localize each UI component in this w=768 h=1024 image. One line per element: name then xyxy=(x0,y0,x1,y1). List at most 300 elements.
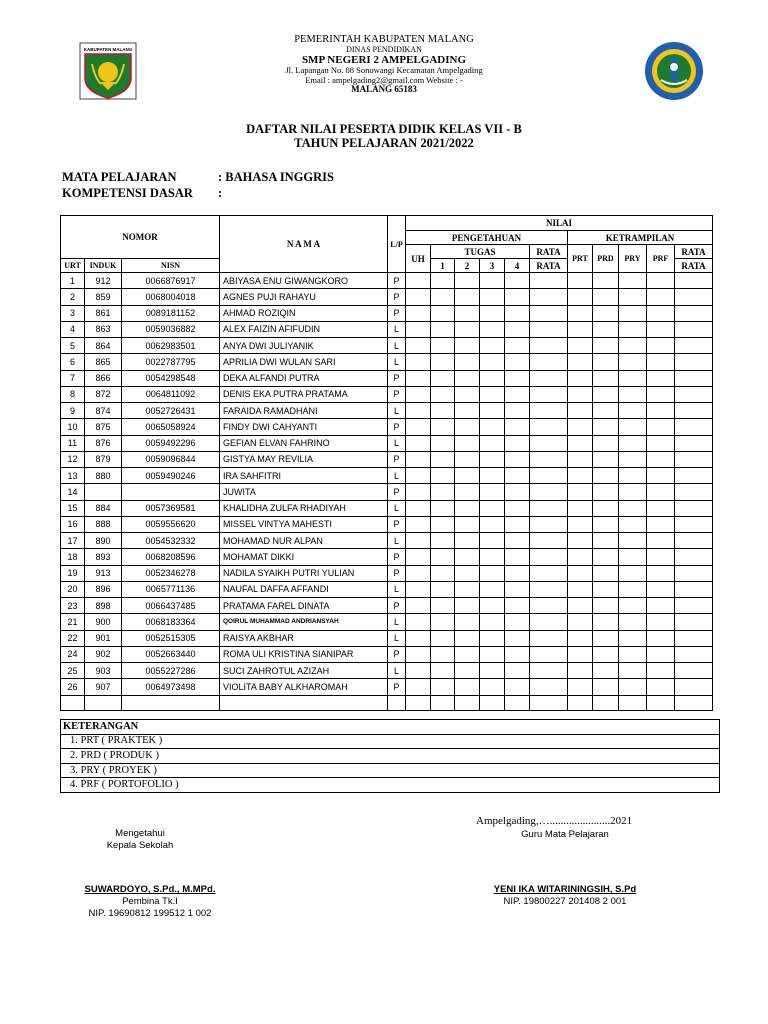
grade-cell[interactable] xyxy=(480,516,505,532)
grade-cell[interactable] xyxy=(406,321,431,337)
grade-cell[interactable] xyxy=(675,614,713,630)
grade-cell[interactable] xyxy=(480,646,505,662)
grade-cell[interactable] xyxy=(530,435,568,451)
grade-cell[interactable] xyxy=(593,370,619,386)
grade-cell[interactable] xyxy=(406,370,431,386)
grade-cell[interactable] xyxy=(455,403,480,419)
grade-cell[interactable] xyxy=(505,468,530,484)
grade-cell[interactable] xyxy=(505,500,530,516)
grade-cell[interactable] xyxy=(675,646,713,662)
grade-cell[interactable] xyxy=(647,289,675,305)
grade-cell[interactable] xyxy=(530,386,568,402)
row-lp: L xyxy=(388,630,406,646)
grade-cell[interactable] xyxy=(406,565,431,581)
grade-cell[interactable] xyxy=(619,354,647,370)
grade-cell[interactable] xyxy=(675,533,713,549)
grade-cell[interactable] xyxy=(455,516,480,532)
grade-cell[interactable] xyxy=(455,468,480,484)
grade-cell[interactable] xyxy=(568,403,593,419)
grade-cell[interactable] xyxy=(675,370,713,386)
grade-cell[interactable] xyxy=(530,679,568,695)
grade-cell[interactable] xyxy=(619,451,647,467)
grade-cell[interactable] xyxy=(505,305,530,321)
grade-cell[interactable] xyxy=(568,435,593,451)
grade-cell[interactable] xyxy=(455,598,480,614)
grade-cell[interactable] xyxy=(455,484,480,500)
grade-cell[interactable] xyxy=(593,451,619,467)
grade-cell[interactable] xyxy=(647,468,675,484)
grade-cell[interactable] xyxy=(647,679,675,695)
grade-cell[interactable] xyxy=(647,435,675,451)
grade-cell[interactable] xyxy=(431,289,455,305)
grade-cell[interactable] xyxy=(431,630,455,646)
grade-cell[interactable] xyxy=(455,370,480,386)
grade-cell[interactable] xyxy=(675,516,713,532)
grade-cell[interactable] xyxy=(619,549,647,565)
grade-cell[interactable] xyxy=(406,679,431,695)
grade-cell[interactable] xyxy=(568,451,593,467)
grade-cell[interactable] xyxy=(455,305,480,321)
grade-cell[interactable] xyxy=(455,533,480,549)
grade-cell[interactable] xyxy=(568,614,593,630)
grade-cell[interactable] xyxy=(480,321,505,337)
grade-cell[interactable] xyxy=(480,484,505,500)
grade-cell[interactable] xyxy=(455,565,480,581)
grade-cell[interactable] xyxy=(406,305,431,321)
grade-cell[interactable] xyxy=(480,565,505,581)
grade-cell[interactable] xyxy=(568,354,593,370)
grade-cell[interactable] xyxy=(619,598,647,614)
grade-cell[interactable] xyxy=(480,305,505,321)
grade-cell[interactable] xyxy=(593,273,619,289)
grade-cell[interactable] xyxy=(647,484,675,500)
grade-cell[interactable] xyxy=(647,321,675,337)
grade-cell[interactable] xyxy=(619,646,647,662)
grade-cell[interactable] xyxy=(505,419,530,435)
grade-cell[interactable] xyxy=(593,338,619,354)
grade-cell[interactable] xyxy=(455,500,480,516)
grade-cell[interactable] xyxy=(505,565,530,581)
grade-cell[interactable] xyxy=(406,581,431,597)
grade-cell[interactable] xyxy=(406,598,431,614)
grade-cell[interactable] xyxy=(647,533,675,549)
grade-cell[interactable] xyxy=(505,581,530,597)
grade-cell[interactable] xyxy=(480,435,505,451)
grade-cell[interactable] xyxy=(593,321,619,337)
grade-cell[interactable] xyxy=(647,338,675,354)
grade-cell[interactable] xyxy=(647,630,675,646)
grade-cell[interactable] xyxy=(619,305,647,321)
grade-cell[interactable] xyxy=(480,500,505,516)
grade-cell[interactable] xyxy=(675,354,713,370)
grade-cell[interactable] xyxy=(593,419,619,435)
grade-cell[interactable] xyxy=(431,679,455,695)
grade-cell[interactable] xyxy=(505,370,530,386)
grade-cell[interactable] xyxy=(406,435,431,451)
grade-cell[interactable] xyxy=(406,403,431,419)
grade-cell[interactable] xyxy=(455,321,480,337)
grade-cell[interactable] xyxy=(647,598,675,614)
grade-cell[interactable] xyxy=(619,581,647,597)
grade-cell[interactable] xyxy=(619,565,647,581)
grade-cell[interactable] xyxy=(431,533,455,549)
grade-cell[interactable] xyxy=(505,679,530,695)
grade-cell[interactable] xyxy=(593,614,619,630)
grade-cell[interactable] xyxy=(406,614,431,630)
grade-cell[interactable] xyxy=(480,273,505,289)
grade-cell[interactable] xyxy=(480,403,505,419)
grade-cell[interactable] xyxy=(431,646,455,662)
grade-cell[interactable] xyxy=(480,663,505,679)
row-name: APRILIA DWI WULAN SARI xyxy=(220,354,388,370)
grade-cell[interactable] xyxy=(406,354,431,370)
grade-cell[interactable] xyxy=(568,273,593,289)
grade-cell[interactable] xyxy=(431,370,455,386)
grade-cell[interactable] xyxy=(480,419,505,435)
grade-cell[interactable] xyxy=(675,321,713,337)
grade-cell[interactable] xyxy=(593,468,619,484)
grade-cell[interactable] xyxy=(530,516,568,532)
grade-cell[interactable] xyxy=(505,435,530,451)
grade-cell[interactable] xyxy=(455,581,480,597)
grade-cell[interactable] xyxy=(406,419,431,435)
grade-cell[interactable] xyxy=(431,321,455,337)
grade-cell[interactable] xyxy=(568,419,593,435)
grade-cell[interactable] xyxy=(568,646,593,662)
grade-cell[interactable] xyxy=(675,403,713,419)
grade-cell[interactable] xyxy=(568,663,593,679)
grade-cell[interactable] xyxy=(593,549,619,565)
grade-cell[interactable] xyxy=(406,646,431,662)
grade-cell[interactable] xyxy=(455,646,480,662)
grade-cell[interactable] xyxy=(593,386,619,402)
grade-cell[interactable] xyxy=(619,403,647,419)
grade-cell[interactable] xyxy=(406,484,431,500)
grade-cell[interactable] xyxy=(647,516,675,532)
grade-cell[interactable] xyxy=(455,419,480,435)
grade-cell[interactable] xyxy=(530,581,568,597)
grade-cell[interactable] xyxy=(406,289,431,305)
grade-cell[interactable] xyxy=(675,338,713,354)
grade-cell[interactable] xyxy=(568,598,593,614)
grade-cell[interactable] xyxy=(530,305,568,321)
grade-cell[interactable] xyxy=(455,338,480,354)
grade-cell[interactable] xyxy=(455,630,480,646)
grade-cell[interactable] xyxy=(619,533,647,549)
grade-cell[interactable] xyxy=(568,630,593,646)
grade-cell[interactable] xyxy=(505,354,530,370)
grade-cell[interactable] xyxy=(647,549,675,565)
grade-cell[interactable] xyxy=(431,500,455,516)
grade-cell[interactable] xyxy=(455,435,480,451)
grade-cell[interactable] xyxy=(593,403,619,419)
grade-cell[interactable] xyxy=(675,549,713,565)
grade-cell[interactable] xyxy=(530,468,568,484)
grade-cell[interactable] xyxy=(568,321,593,337)
grade-cell[interactable] xyxy=(406,386,431,402)
grade-cell[interactable] xyxy=(530,484,568,500)
grade-cell[interactable] xyxy=(675,581,713,597)
grade-cell[interactable] xyxy=(480,451,505,467)
grade-cell[interactable] xyxy=(619,614,647,630)
grade-cell[interactable] xyxy=(568,533,593,549)
grade-cell[interactable] xyxy=(675,435,713,451)
grade-cell[interactable] xyxy=(647,451,675,467)
grade-cell[interactable] xyxy=(593,435,619,451)
grade-cell[interactable] xyxy=(455,451,480,467)
row-urt: 5 xyxy=(61,338,85,354)
grade-cell[interactable] xyxy=(505,386,530,402)
grade-cell[interactable] xyxy=(568,338,593,354)
grade-cell[interactable] xyxy=(619,419,647,435)
grade-cell[interactable] xyxy=(593,663,619,679)
grade-cell[interactable] xyxy=(619,386,647,402)
grade-cell[interactable] xyxy=(530,289,568,305)
grade-cell[interactable] xyxy=(431,273,455,289)
table-row xyxy=(61,516,713,532)
grade-cell[interactable] xyxy=(675,500,713,516)
grade-cell[interactable] xyxy=(530,370,568,386)
grade-cell[interactable] xyxy=(505,338,530,354)
grade-cell[interactable] xyxy=(647,663,675,679)
grade-cell[interactable] xyxy=(505,321,530,337)
grade-cell[interactable] xyxy=(647,370,675,386)
grade-cell[interactable] xyxy=(647,500,675,516)
grade-cell[interactable] xyxy=(455,663,480,679)
grade-cell[interactable] xyxy=(431,484,455,500)
grade-cell[interactable] xyxy=(455,386,480,402)
grade-cell[interactable] xyxy=(593,305,619,321)
grade-cell[interactable] xyxy=(530,321,568,337)
grade-cell[interactable] xyxy=(568,386,593,402)
grade-cell[interactable] xyxy=(431,305,455,321)
grade-cell[interactable] xyxy=(530,598,568,614)
grade-cell[interactable] xyxy=(431,581,455,597)
grade-cell[interactable] xyxy=(619,370,647,386)
grade-cell[interactable] xyxy=(568,549,593,565)
grade-cell[interactable] xyxy=(480,338,505,354)
grade-cell[interactable] xyxy=(647,305,675,321)
row-nisn: 0052663440 xyxy=(122,646,220,662)
grade-cell[interactable] xyxy=(431,435,455,451)
grade-cell[interactable] xyxy=(647,581,675,597)
grade-cell[interactable] xyxy=(619,338,647,354)
grade-cell[interactable] xyxy=(406,500,431,516)
grade-cell[interactable] xyxy=(431,338,455,354)
grade-cell[interactable] xyxy=(530,565,568,581)
grade-cell[interactable] xyxy=(619,321,647,337)
grade-cell[interactable] xyxy=(431,565,455,581)
grade-cell[interactable] xyxy=(530,273,568,289)
grade-cell[interactable] xyxy=(647,419,675,435)
grade-cell[interactable] xyxy=(406,663,431,679)
teacher-name: YENI IKA WITARININGSIH, S.Pd xyxy=(493,884,637,895)
grade-cell[interactable] xyxy=(406,451,431,467)
grade-cell[interactable] xyxy=(480,581,505,597)
grade-cell[interactable] xyxy=(593,516,619,532)
grade-cell[interactable] xyxy=(675,484,713,500)
grade-cell[interactable] xyxy=(480,679,505,695)
grade-cell[interactable] xyxy=(505,646,530,662)
grade-cell[interactable] xyxy=(530,354,568,370)
grade-cell[interactable] xyxy=(431,468,455,484)
header-lp: L/P xyxy=(388,216,406,273)
grade-cell[interactable] xyxy=(505,484,530,500)
blank-cell xyxy=(593,695,619,710)
grade-cell[interactable] xyxy=(530,533,568,549)
grade-cell[interactable] xyxy=(530,646,568,662)
grade-cell[interactable] xyxy=(593,630,619,646)
grade-cell[interactable] xyxy=(568,500,593,516)
grade-cell[interactable] xyxy=(431,663,455,679)
grade-cell[interactable] xyxy=(568,468,593,484)
grade-cell[interactable] xyxy=(530,630,568,646)
grade-cell[interactable] xyxy=(619,468,647,484)
grade-cell[interactable] xyxy=(431,354,455,370)
grade-cell[interactable] xyxy=(675,663,713,679)
grade-cell[interactable] xyxy=(530,451,568,467)
grade-cell[interactable] xyxy=(406,630,431,646)
grade-cell[interactable] xyxy=(568,370,593,386)
grade-cell[interactable] xyxy=(480,533,505,549)
grade-cell[interactable] xyxy=(647,646,675,662)
grade-cell[interactable] xyxy=(530,614,568,630)
grade-cell[interactable] xyxy=(431,386,455,402)
grade-cell[interactable] xyxy=(619,500,647,516)
grade-cell[interactable] xyxy=(647,386,675,402)
grade-cell[interactable] xyxy=(619,663,647,679)
grade-cell[interactable] xyxy=(593,533,619,549)
grade-cell[interactable] xyxy=(530,663,568,679)
grade-cell[interactable] xyxy=(406,338,431,354)
grade-cell[interactable] xyxy=(505,289,530,305)
grade-cell[interactable] xyxy=(619,435,647,451)
grade-cell[interactable] xyxy=(647,273,675,289)
grade-cell[interactable] xyxy=(480,354,505,370)
grade-cell[interactable] xyxy=(480,468,505,484)
grade-cell[interactable] xyxy=(619,289,647,305)
grade-cell[interactable] xyxy=(455,614,480,630)
grade-cell[interactable] xyxy=(647,403,675,419)
grade-cell[interactable] xyxy=(675,598,713,614)
grade-cell[interactable] xyxy=(530,338,568,354)
grade-cell[interactable] xyxy=(431,598,455,614)
grade-cell[interactable] xyxy=(568,679,593,695)
grade-cell[interactable] xyxy=(593,581,619,597)
grade-cell[interactable] xyxy=(593,289,619,305)
grade-cell[interactable] xyxy=(505,598,530,614)
grade-cell[interactable] xyxy=(455,273,480,289)
grade-cell[interactable] xyxy=(530,403,568,419)
grade-cell[interactable] xyxy=(455,354,480,370)
grade-cell[interactable] xyxy=(675,289,713,305)
grade-cell[interactable] xyxy=(406,468,431,484)
grade-cell[interactable] xyxy=(406,549,431,565)
grade-cell[interactable] xyxy=(431,403,455,419)
grade-cell[interactable] xyxy=(675,419,713,435)
grade-cell[interactable] xyxy=(593,565,619,581)
grade-cell[interactable] xyxy=(505,614,530,630)
grade-cell[interactable] xyxy=(568,484,593,500)
grade-cell[interactable] xyxy=(505,451,530,467)
grade-cell[interactable] xyxy=(675,386,713,402)
grade-cell[interactable] xyxy=(455,549,480,565)
grade-cell[interactable] xyxy=(480,386,505,402)
row-urt: 21 xyxy=(61,614,85,630)
grade-cell[interactable] xyxy=(431,549,455,565)
grade-cell[interactable] xyxy=(505,403,530,419)
grade-cell[interactable] xyxy=(406,273,431,289)
grade-cell[interactable] xyxy=(431,516,455,532)
grade-cell[interactable] xyxy=(455,289,480,305)
grade-cell[interactable] xyxy=(675,451,713,467)
grade-cell[interactable] xyxy=(568,305,593,321)
grade-cell[interactable] xyxy=(675,679,713,695)
grade-cell[interactable] xyxy=(568,581,593,597)
grade-cell[interactable] xyxy=(593,679,619,695)
grade-cell[interactable] xyxy=(647,565,675,581)
grade-cell[interactable] xyxy=(619,679,647,695)
grade-cell[interactable] xyxy=(593,484,619,500)
grade-cell[interactable] xyxy=(647,614,675,630)
grade-cell[interactable] xyxy=(505,549,530,565)
grade-cell[interactable] xyxy=(675,630,713,646)
teacher-role: Guru Mata Pelajaran xyxy=(521,829,609,840)
grade-cell[interactable] xyxy=(431,419,455,435)
grade-cell[interactable] xyxy=(675,273,713,289)
grade-cell[interactable] xyxy=(619,273,647,289)
table-row xyxy=(61,663,713,679)
grade-cell[interactable] xyxy=(406,516,431,532)
grade-cell[interactable] xyxy=(455,679,480,695)
grade-cell[interactable] xyxy=(505,516,530,532)
grade-cell[interactable] xyxy=(675,468,713,484)
grade-cell[interactable] xyxy=(568,289,593,305)
grade-cell[interactable] xyxy=(505,663,530,679)
grade-cell[interactable] xyxy=(675,565,713,581)
grade-cell[interactable] xyxy=(593,598,619,614)
grade-cell[interactable] xyxy=(568,565,593,581)
grade-cell[interactable] xyxy=(480,630,505,646)
grade-cell[interactable] xyxy=(431,614,455,630)
grade-cell[interactable] xyxy=(505,273,530,289)
grade-cell[interactable] xyxy=(406,533,431,549)
grade-cell[interactable] xyxy=(619,630,647,646)
grade-cell[interactable] xyxy=(505,533,530,549)
grade-cell[interactable] xyxy=(480,549,505,565)
grade-cell[interactable] xyxy=(619,516,647,532)
blank-cell xyxy=(480,695,505,710)
grade-cell[interactable] xyxy=(593,354,619,370)
grade-cell[interactable] xyxy=(480,598,505,614)
grade-cell[interactable] xyxy=(480,614,505,630)
grade-cell[interactable] xyxy=(593,500,619,516)
grade-cell[interactable] xyxy=(480,289,505,305)
grade-cell[interactable] xyxy=(619,484,647,500)
row-lp: P xyxy=(388,679,406,695)
grade-cell[interactable] xyxy=(480,370,505,386)
grade-cell[interactable] xyxy=(505,630,530,646)
grade-cell[interactable] xyxy=(530,549,568,565)
grade-cell[interactable] xyxy=(593,646,619,662)
grade-cell[interactable] xyxy=(568,516,593,532)
grade-cell[interactable] xyxy=(530,419,568,435)
table-row xyxy=(61,500,713,516)
grade-cell[interactable] xyxy=(675,305,713,321)
grade-cell[interactable] xyxy=(431,451,455,467)
grade-cell[interactable] xyxy=(530,500,568,516)
grade-cell[interactable] xyxy=(647,354,675,370)
